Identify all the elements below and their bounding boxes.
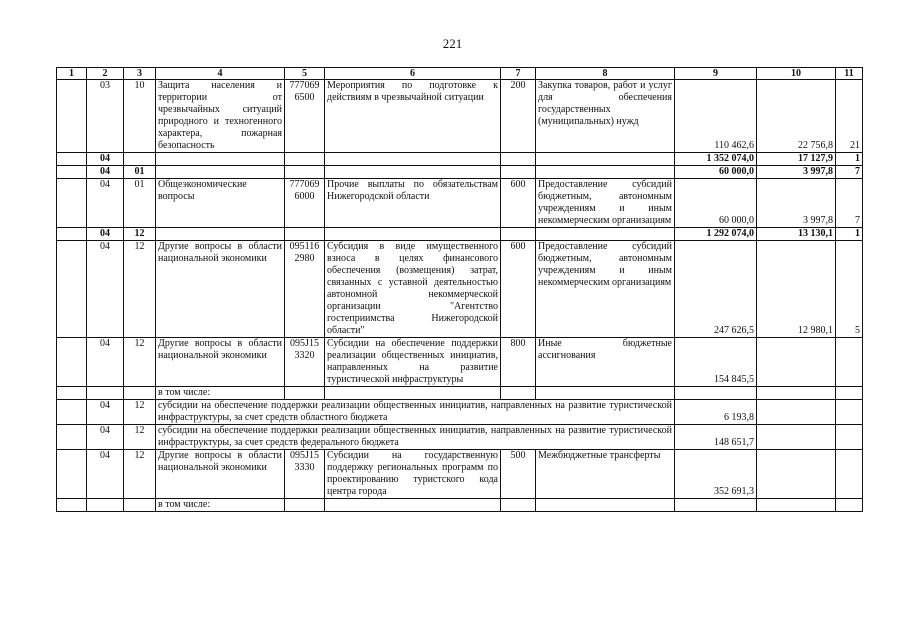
cell-executed <box>757 338 836 387</box>
table-row <box>57 425 863 450</box>
cell-name: Другие вопросы в области национальной экономики <box>156 450 285 499</box>
cell <box>156 153 285 166</box>
cell-percent: 5 <box>836 241 863 338</box>
cell-amount: 1 292 074,0 <box>675 228 757 241</box>
cell <box>836 387 863 400</box>
column-header: 6 <box>325 68 501 80</box>
cell-percent: 1 <box>836 153 863 166</box>
cell <box>57 450 87 499</box>
cell-purpose: Субсидия в виде имущественного взноса в целях финансового обеспечения (возмещения) затрат, связанных с уставной деятельностью автономной некоммерческой организации "Агентство гостеприимства Нижегородской области" <box>325 241 501 338</box>
cell <box>57 179 87 228</box>
cell-percent <box>836 338 863 387</box>
table-row <box>57 338 863 387</box>
cell-expense-name: Закупка товаров, работ и услуг для обеспечения государственных (муниципальных) нужд <box>536 80 675 153</box>
table-row <box>57 80 863 153</box>
column-header: 1 <box>57 68 87 80</box>
cell-subsection: 12 <box>124 228 156 241</box>
cell-expense-type: 500 <box>501 450 536 499</box>
cell <box>156 228 285 241</box>
cell <box>536 166 675 179</box>
cell-executed: 12 980,1 <box>757 241 836 338</box>
column-header: 7 <box>501 68 536 80</box>
cell <box>536 153 675 166</box>
cell <box>757 425 836 450</box>
table-row <box>57 387 863 400</box>
cell-section: 04 <box>87 179 124 228</box>
cell-subsection: 12 <box>124 400 156 425</box>
cell-name: Другие вопросы в области национальной экономики <box>156 241 285 338</box>
cell <box>325 499 501 512</box>
cell-amount: 6 193,8 <box>675 400 757 425</box>
cell-amount: 60 000,0 <box>675 179 757 228</box>
cell-subsection: 01 <box>124 166 156 179</box>
cell <box>757 499 836 512</box>
cell <box>285 387 325 400</box>
cell <box>57 241 87 338</box>
page-number: 221 <box>442 36 463 51</box>
column-header: 8 <box>536 68 675 80</box>
cell-subsection: 10 <box>124 80 156 153</box>
cell <box>757 400 836 425</box>
cell <box>285 166 325 179</box>
cell-executed: 3 997,8 <box>757 166 836 179</box>
cell-spanning-description: субсидии на обеспечение поддержки реализации общественных инициатив, направленных на развитие туристической инфраструктуры, за счет средств федерального бюджета <box>156 425 675 450</box>
cell-subsection: 12 <box>124 450 156 499</box>
cell-amount: 148 651,7 <box>675 425 757 450</box>
cell <box>57 166 87 179</box>
cell-expense-name: Межбюджетные трансферты <box>536 450 675 499</box>
column-header: 9 <box>675 68 757 80</box>
cell-purpose: Мероприятия по подготовке к действиям в чрезвычайной ситуации <box>325 80 501 153</box>
cell <box>124 153 156 166</box>
column-header: 5 <box>285 68 325 80</box>
cell-executed: 3 997,8 <box>757 179 836 228</box>
cell-executed: 22 756,8 <box>757 80 836 153</box>
cell-expense-type: 600 <box>501 179 536 228</box>
cell-amount: 110 462,6 <box>675 80 757 153</box>
cell-subsection: 01 <box>124 179 156 228</box>
cell-executed <box>757 450 836 499</box>
cell <box>501 499 536 512</box>
cell-executed: 13 130,1 <box>757 228 836 241</box>
cell <box>675 499 757 512</box>
cell-section: 04 <box>87 153 124 166</box>
cell-target-code: 777069 6500 <box>285 80 325 153</box>
cell-section: 04 <box>87 400 124 425</box>
cell-section: 04 <box>87 241 124 338</box>
cell <box>124 499 156 512</box>
cell-purpose: Прочие выплаты по обязательствам Нижегородской области <box>325 179 501 228</box>
column-header: 11 <box>836 68 863 80</box>
cell <box>325 153 501 166</box>
column-header: 2 <box>87 68 124 80</box>
cell-amount: 352 691,3 <box>675 450 757 499</box>
cell-target-code: 095J15 3320 <box>285 338 325 387</box>
cell <box>57 228 87 241</box>
cell <box>836 400 863 425</box>
cell-expense-type: 200 <box>501 80 536 153</box>
budget-table <box>56 67 863 512</box>
cell <box>57 387 87 400</box>
cell <box>757 387 836 400</box>
header-row <box>57 68 863 80</box>
cell <box>836 499 863 512</box>
cell-expense-type: 600 <box>501 241 536 338</box>
cell <box>325 387 501 400</box>
cell <box>501 228 536 241</box>
cell-section: 04 <box>87 338 124 387</box>
cell <box>325 166 501 179</box>
cell <box>285 153 325 166</box>
cell <box>57 153 87 166</box>
cell <box>124 387 156 400</box>
cell-amount: 154 845,5 <box>675 338 757 387</box>
cell <box>501 153 536 166</box>
cell-executed: 17 127,9 <box>757 153 836 166</box>
cell <box>156 166 285 179</box>
cell <box>536 387 675 400</box>
cell <box>325 228 501 241</box>
cell-expense-name: Предоставление субсидий бюджетным, автономным учреждениям и иным некоммерческим организациям <box>536 241 675 338</box>
table-row <box>57 228 863 241</box>
cell-target-code: 095116 2980 <box>285 241 325 338</box>
cell <box>836 425 863 450</box>
cell <box>57 338 87 387</box>
cell-purpose: Субсидии на государственную поддержку региональных программ по проектированию туристского кода центра города <box>325 450 501 499</box>
table-row <box>57 179 863 228</box>
cell <box>57 80 87 153</box>
table-row <box>57 499 863 512</box>
cell-target-code: 095J15 3330 <box>285 450 325 499</box>
column-header: 3 <box>124 68 156 80</box>
cell-subsection: 12 <box>124 425 156 450</box>
table-row <box>57 241 863 338</box>
cell-expense-name: Иные бюджетные ассигнования <box>536 338 675 387</box>
table-row <box>57 153 863 166</box>
cell-percent: 7 <box>836 179 863 228</box>
cell-subsection: 12 <box>124 338 156 387</box>
table-row <box>57 400 863 425</box>
cell <box>57 400 87 425</box>
cell-amount: 247 626,5 <box>675 241 757 338</box>
cell-amount: 1 352 074,0 <box>675 153 757 166</box>
cell-section: 04 <box>87 228 124 241</box>
cell-expense-name: Предоставление субсидий бюджетным, автономным учреждениям и иным некоммерческим организациям <box>536 179 675 228</box>
cell-including-note: в том числе: <box>156 387 285 400</box>
cell-percent: 21 <box>836 80 863 153</box>
cell-expense-type: 800 <box>501 338 536 387</box>
cell <box>57 425 87 450</box>
table-row <box>57 166 863 179</box>
cell-name: Другие вопросы в области национальной экономики <box>156 338 285 387</box>
cell-name: Общеэкономические вопросы <box>156 179 285 228</box>
cell-section: 03 <box>87 80 124 153</box>
cell <box>87 499 124 512</box>
cell <box>57 499 87 512</box>
column-header: 10 <box>757 68 836 80</box>
cell-percent <box>836 450 863 499</box>
cell <box>501 166 536 179</box>
cell-purpose: Субсидии на обеспечение поддержки реализации общественных инициатив, направленных на развитие туристической инфраструктуры <box>325 338 501 387</box>
cell-percent: 7 <box>836 166 863 179</box>
cell-including-note: в том числе: <box>156 499 285 512</box>
table-row <box>57 450 863 499</box>
cell-section: 04 <box>87 425 124 450</box>
cell <box>536 228 675 241</box>
cell-percent: 1 <box>836 228 863 241</box>
cell <box>285 499 325 512</box>
cell-section: 04 <box>87 166 124 179</box>
cell-name: Защита населения и территории от чрезвычайных ситуаций природного и техногенного характера, пожарная безопасность <box>156 80 285 153</box>
cell-subsection: 12 <box>124 241 156 338</box>
column-header: 4 <box>156 68 285 80</box>
cell <box>675 387 757 400</box>
cell <box>285 228 325 241</box>
cell <box>536 499 675 512</box>
cell-section: 04 <box>87 450 124 499</box>
cell-amount: 60 000,0 <box>675 166 757 179</box>
cell-target-code: 777069 6000 <box>285 179 325 228</box>
cell <box>501 387 536 400</box>
cell <box>87 387 124 400</box>
cell-spanning-description: субсидии на обеспечение поддержки реализации общественных инициатив, направленных на развитие туристической инфраструктуры, за счет средств областного бюджета <box>156 400 675 425</box>
